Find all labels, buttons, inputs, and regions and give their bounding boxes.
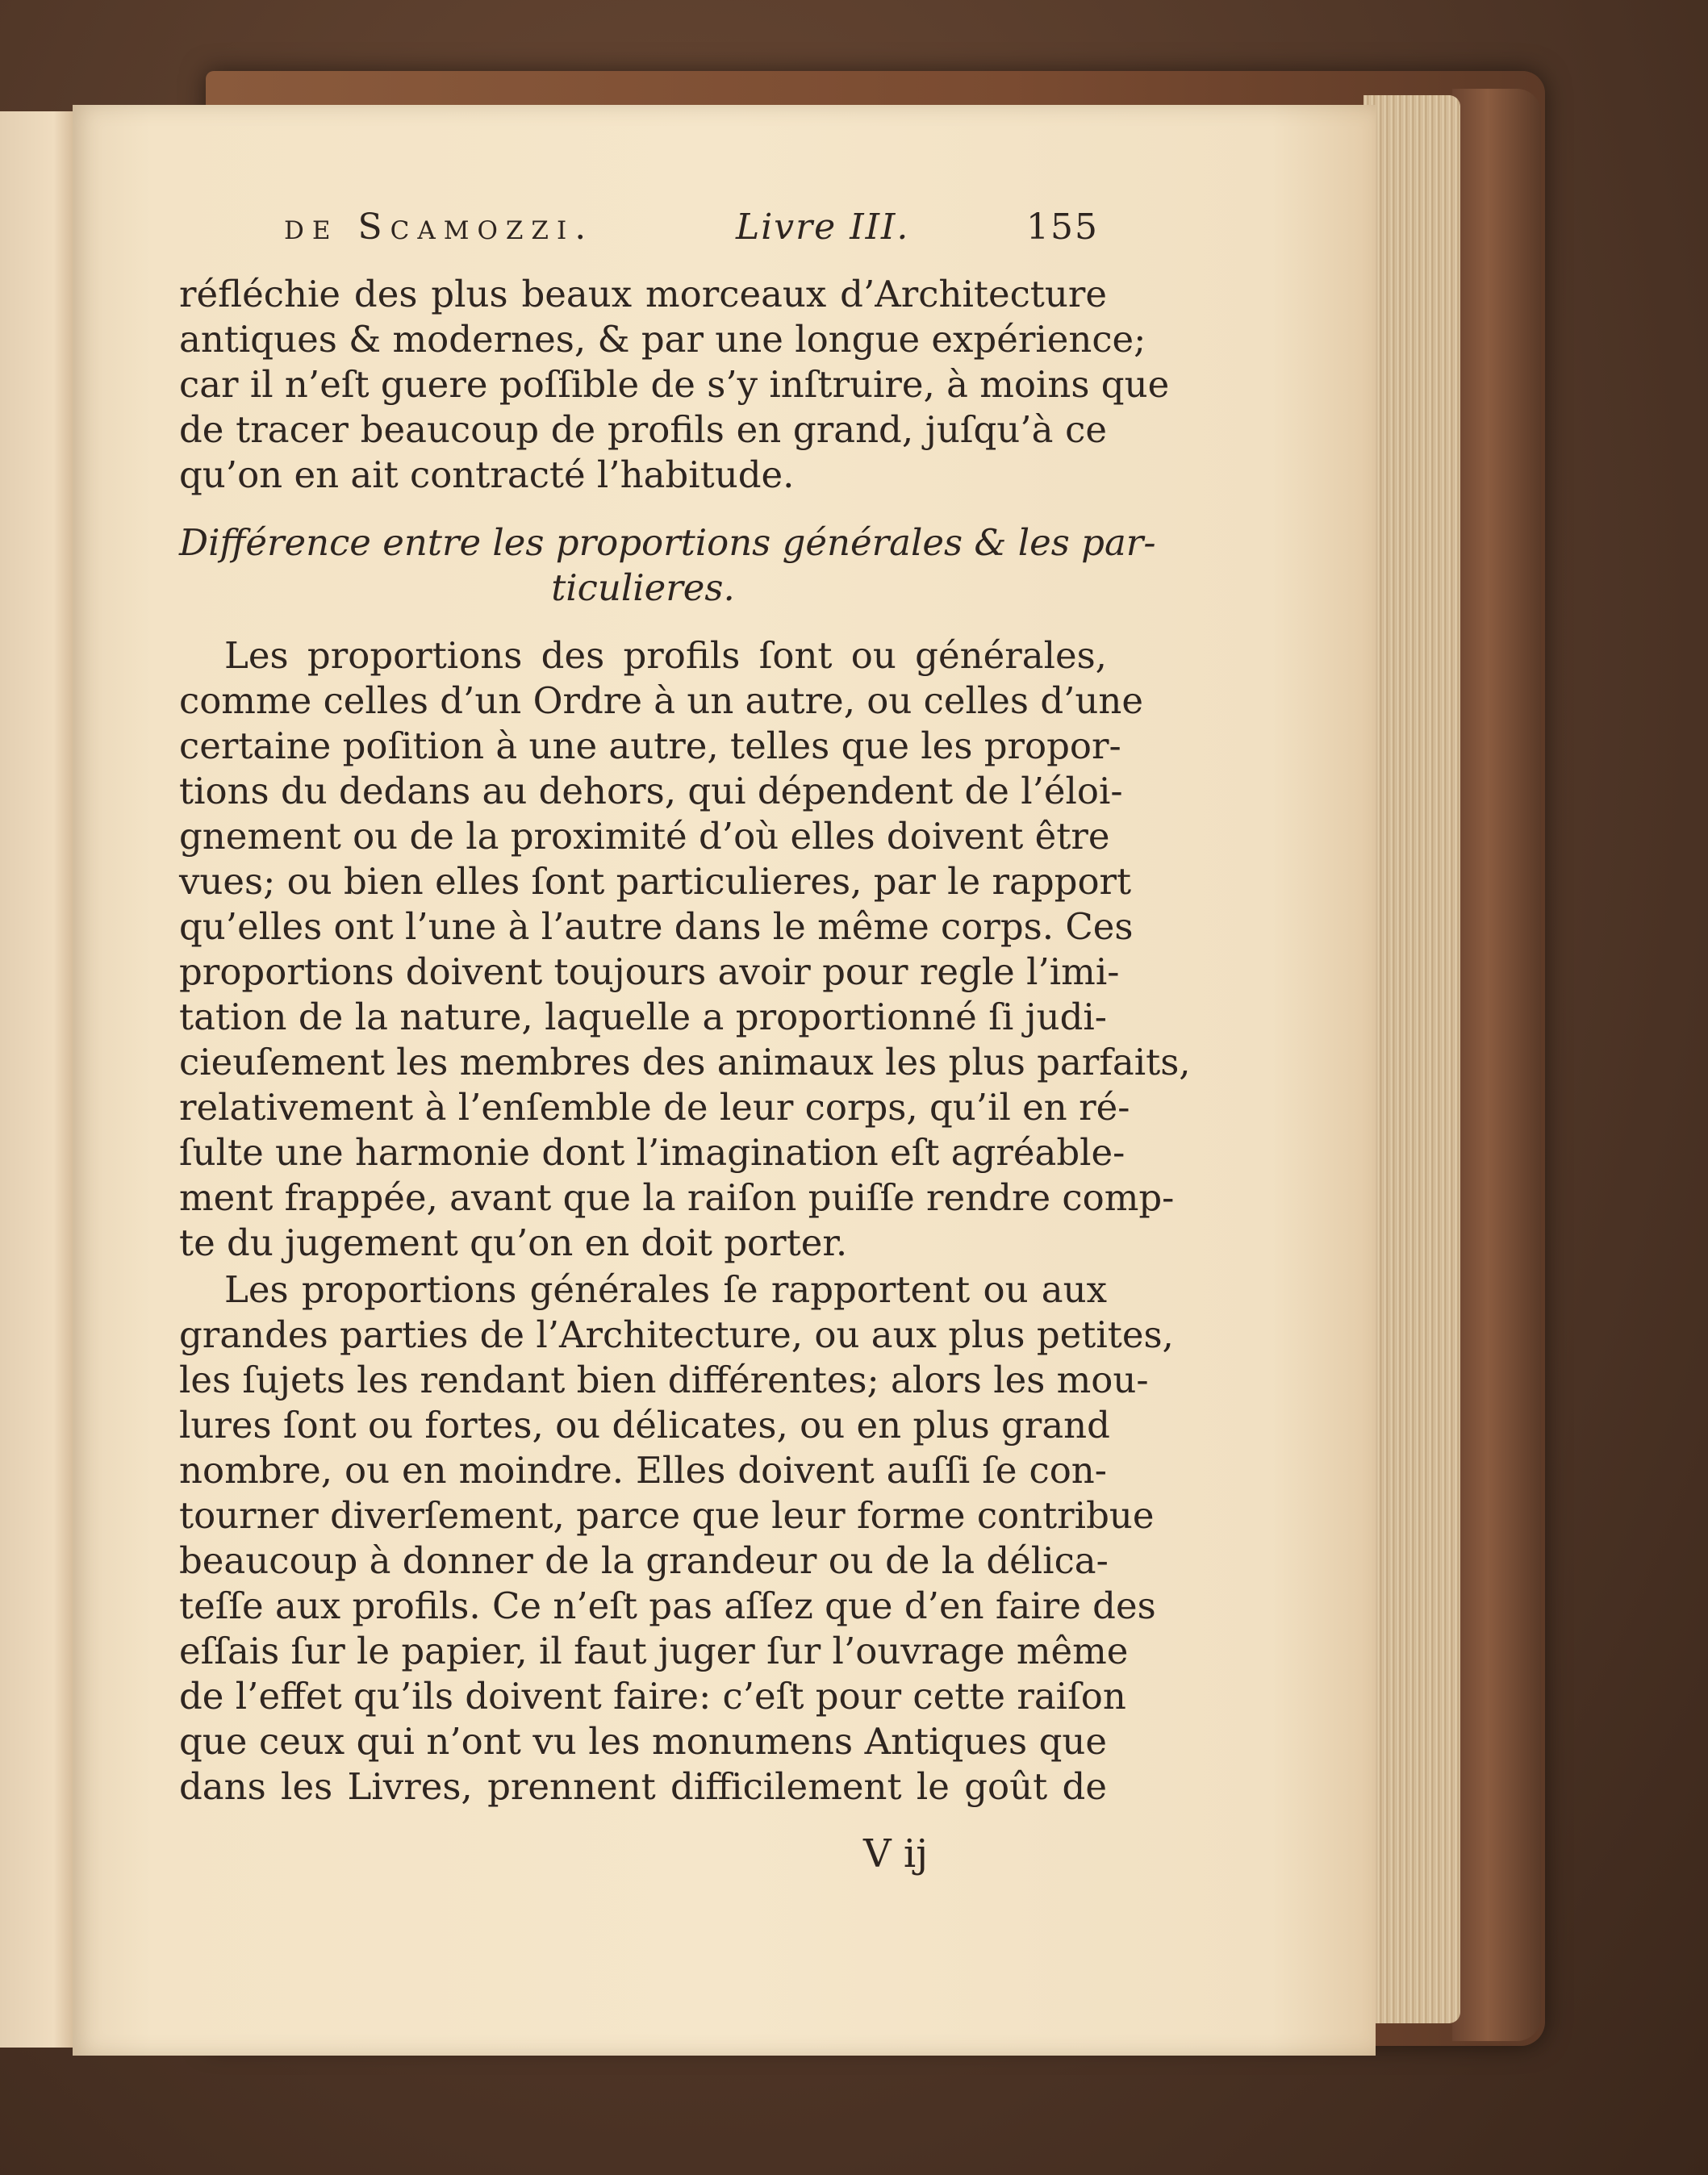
text-line: certaine poſition à une autre, telles que les propor- xyxy=(179,724,1121,767)
text-line: ment frappée, avant que la raiſon puiſſe rendre comp- xyxy=(179,1176,1175,1219)
text-line: car il n’eſt guere poſſible de s’y inſtruire, à moins que xyxy=(179,363,1170,406)
text-line: beaucoup à donner de la grandeur ou de la délica- xyxy=(179,1539,1109,1582)
text-line: Les proportions générales ſe rapportent ou aux xyxy=(224,1268,1107,1311)
text-line: qu’elles ont l’une à l’autre dans le même corps. Ces xyxy=(179,905,1134,948)
text-line: gnement ou de la proximité d’où elles doivent être xyxy=(179,815,1110,858)
text-line: réfléchie des plus beaux morceaux d’Architecture xyxy=(179,273,1107,315)
heading-line: Différence entre les proportions générales & les par- xyxy=(179,521,1156,564)
text-line: dans les Livres, prennent difficilement le goût de xyxy=(179,1765,1107,1808)
page-number: 155 xyxy=(1026,207,1099,248)
heading-line: ticulieres. xyxy=(551,566,735,609)
text-line: de tracer beaucoup de profils en grand, juſqu’à ce xyxy=(179,408,1107,451)
text-line: ſulte une harmonie dont l’imagination eſt agréable- xyxy=(179,1131,1125,1174)
text-line: tourner diverſement, parce que leur forme contribue xyxy=(179,1494,1155,1537)
text-line: tions du dedans au dehors, qui dépendent de l’éloi- xyxy=(179,770,1123,812)
text-line: teſſe aux profils. Ce n’eſt pas aſſez que d’en faire des xyxy=(179,1584,1156,1627)
text-line: de l’effet qu’ils doivent faire: c’eſt pour cette raiſon xyxy=(179,1675,1126,1718)
text-line: Les proportions des profils ſont ou générales, xyxy=(224,634,1107,677)
text-line: vues; ou bien elles ſont particulieres, par le rapport xyxy=(179,860,1132,903)
text-line: antiques & modernes, & par une longue expérience; xyxy=(179,318,1146,361)
text-line: grandes parties de l’Architecture, ou aux plus petites, xyxy=(179,1313,1174,1356)
running-header xyxy=(179,207,1107,263)
signature-mark: V ij xyxy=(863,1831,929,1877)
text-line: te du jugement qu’on en doit porter. xyxy=(179,1221,848,1264)
text-line: cieuſement les membres des animaux les plus parfaits, xyxy=(179,1041,1191,1083)
text-line: nombre, ou en moindre. Elles doivent auſſi ſe con- xyxy=(179,1449,1107,1492)
text-line: relativement à l’enſemble de leur corps, qu’il en ré- xyxy=(179,1086,1130,1129)
text-line: qu’on en ait contracté l’habitude. xyxy=(179,453,795,496)
text-line: eſſais ſur le papier, il faut juger ſur l’ouvrage même xyxy=(179,1630,1129,1672)
running-head-author: de Scamozzi. xyxy=(284,207,595,248)
text-line: les ſujets les rendant bien différentes; alors les mou- xyxy=(179,1359,1149,1401)
text-line: que ceux qui n’ont vu les monumens Antiques que xyxy=(179,1720,1107,1763)
text-line: comme celles d’un Ordre à un autre, ou celles d’une xyxy=(179,679,1144,722)
book-spine-edge xyxy=(1452,89,1541,2041)
text-line: proportions doivent toujours avoir pour regle l’imi- xyxy=(179,950,1120,993)
running-head-title: Livre III. xyxy=(736,207,910,248)
text-line: lures ſont ou fortes, ou délicates, ou en plus grand xyxy=(179,1404,1110,1447)
page-fore-edge xyxy=(1363,95,1460,2023)
text-line: tation de la nature, laquelle a proportionné ſi judi- xyxy=(179,996,1107,1038)
left-page-edge xyxy=(0,111,78,2048)
